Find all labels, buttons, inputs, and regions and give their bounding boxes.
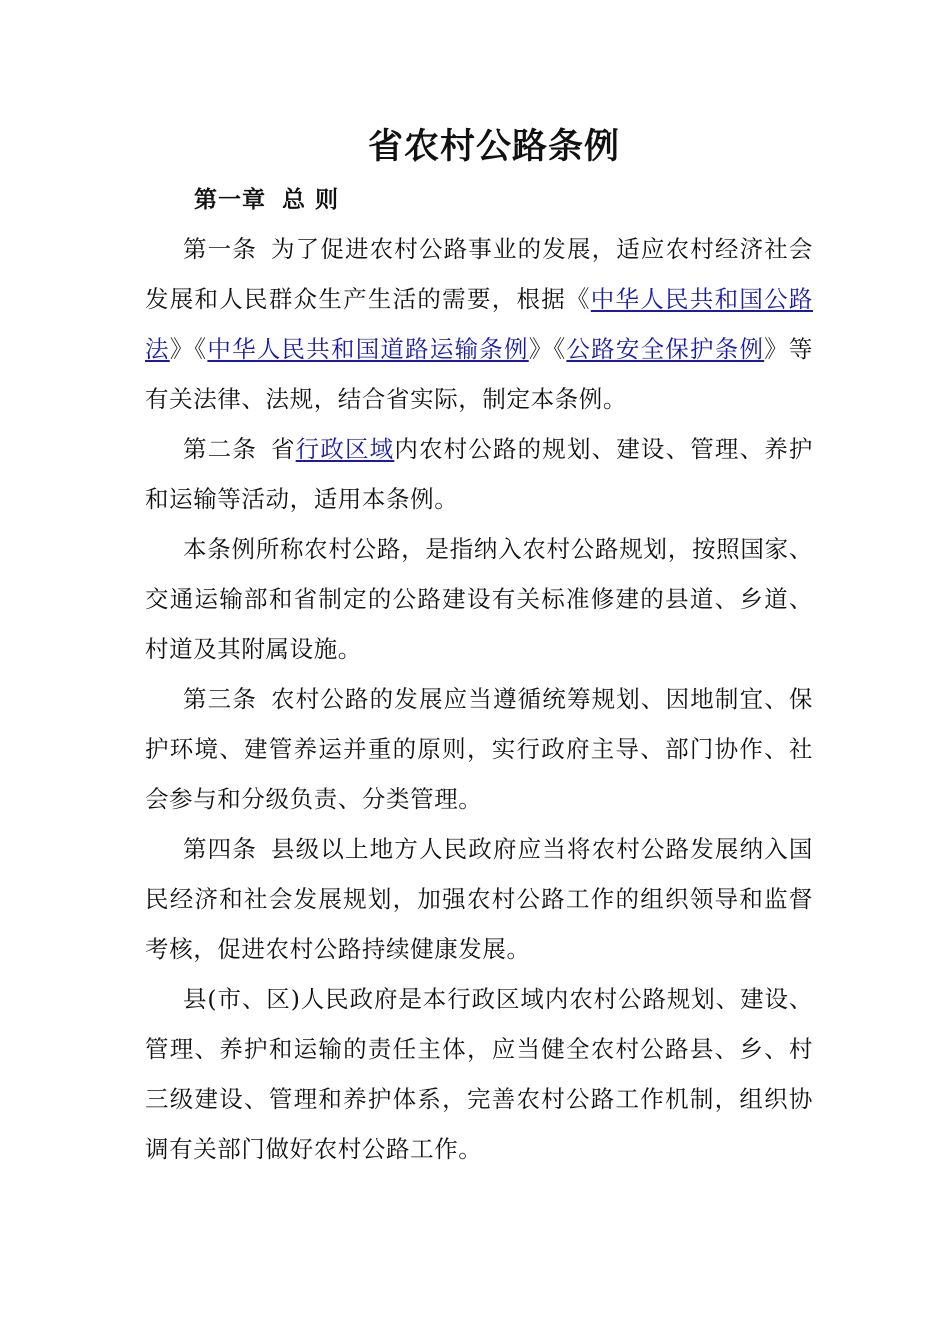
article-text: 内农村公路的规划、建设、管理、养护和运输等活动，适用本条例。 [145, 435, 813, 513]
article-text: 本条例所称农村公路，是指纳入农村公路规划，按照国家、交通运输部和省制定的公路建设有关标准修建的县道、乡道、村道及其附属设施。 [145, 535, 813, 663]
article-4-paragraph-2 [145, 974, 813, 1174]
law-link-highway-law[interactable]: 中华人民共和国公路法 [145, 285, 813, 363]
article-2 [145, 424, 813, 524]
article-text: 县(市、区)人民政府是本行政区域内农村公路规划、建设、管理、养护和运输的责任主体，应当健全农村公路县、乡、村三级建设、管理和养护体系，完善农村公路工作机制，组织协调有关部门做好农村公路工作。 [145, 985, 813, 1163]
article-text: 省 [270, 435, 296, 463]
article-2-paragraph-2 [145, 524, 813, 674]
article-text: 县级以上地方人民政府应当将农村公路发展纳入国民经济和社会发展规划，加强农村公路工作的组织领导和监督考核，促进农村公路持续健康发展。 [145, 835, 813, 963]
article-text: 》《 [169, 335, 208, 363]
law-link-road-transport-regulation[interactable]: 中华人民共和国道路运输条例 [207, 335, 529, 363]
link-administrative-region[interactable]: 行政区域 [295, 435, 395, 463]
law-link-highway-safety-regulation[interactable]: 公路安全保护条例 [566, 335, 765, 363]
document-title: 省农村公路条例 [367, 127, 620, 167]
chapter-heading [194, 180, 339, 220]
article-number: 第一条 [183, 235, 257, 263]
document-body [145, 224, 813, 1174]
article-number: 第四条 [183, 835, 257, 863]
chapter-name: 总 则 [282, 187, 340, 213]
article-1 [145, 224, 813, 424]
article-text: 》等有关法律、法规，结合省实际，制定本条例。 [145, 335, 813, 413]
article-text: 为了促进农村公路事业的发展，适应农村经济社会发展和人民群众生产生活的需要，根据《 [145, 235, 813, 313]
article-number: 第二条 [183, 435, 257, 463]
article-text: 》《 [528, 335, 567, 363]
article-4 [145, 824, 813, 974]
chapter-number: 第一章 [194, 187, 266, 213]
article-3 [145, 674, 813, 824]
article-text: 农村公路的发展应当遵循统筹规划、因地制宜、保护环境、建管养运并重的原则，实行政府主导、部门协作、社会参与和分级负责、分类管理。 [145, 685, 813, 813]
article-number: 第三条 [183, 685, 257, 713]
